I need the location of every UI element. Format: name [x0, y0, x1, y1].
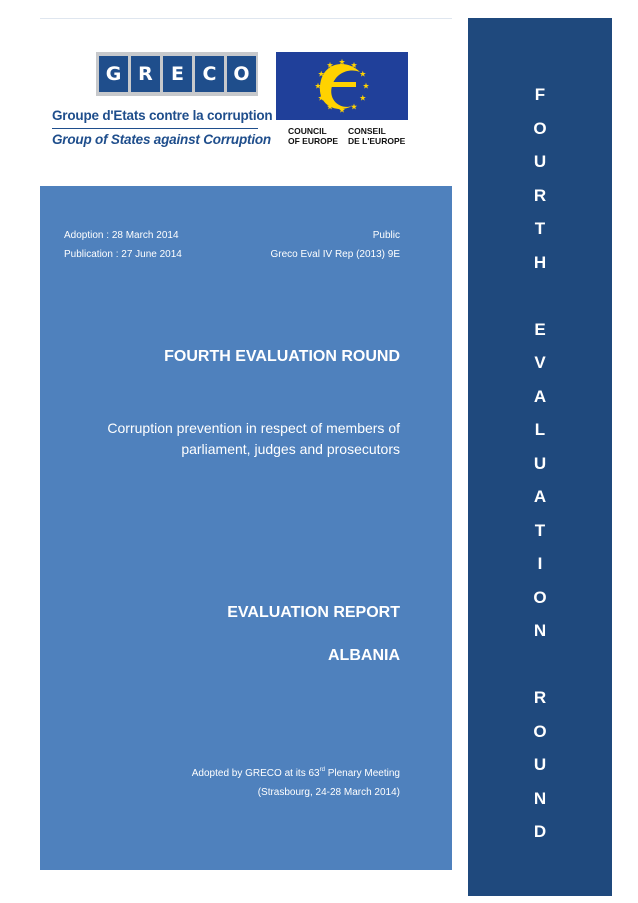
vertical-letter: E: [534, 319, 546, 339]
report-subject: Corruption prevention in respect of members of parliament, judges and prosecutors: [107, 420, 400, 457]
side-band: [468, 18, 612, 896]
star-icon: [360, 71, 366, 77]
classification: Public: [372, 230, 400, 241]
council-of-europe-e-bar: [326, 82, 356, 87]
star-icon: [363, 83, 369, 89]
adoption-text-before: Adopted by GRECO at its 63: [191, 768, 320, 779]
vertical-letter: I: [537, 554, 543, 573]
top-divider: [40, 18, 452, 19]
greco-letter-box: E: [163, 56, 192, 92]
vertical-letter: U: [533, 755, 547, 774]
star-icon: [339, 59, 345, 65]
vertical-letter: O: [533, 587, 547, 607]
council-of-europe-emblem: [276, 52, 408, 120]
star-icon: [351, 104, 357, 110]
coe-french-name: [348, 126, 405, 146]
vertical-letter: O: [533, 721, 547, 741]
vertical-letter: R: [533, 688, 547, 707]
vertical-letter: U: [533, 453, 547, 473]
greco-letter-box: R: [131, 56, 160, 92]
ordinal-suffix: rd: [319, 767, 325, 773]
report-title: EVALUATION REPORT: [227, 604, 400, 621]
greco-letter-box: G: [99, 56, 128, 92]
vertical-letter: O: [533, 118, 547, 138]
vertical-letter: V: [534, 353, 546, 372]
cover-panel: [40, 186, 452, 870]
council-of-europe-logo: [276, 52, 408, 152]
vertical-letter: T: [534, 520, 546, 540]
vertical-letter: T: [534, 219, 546, 238]
vertical-letter: R: [533, 185, 547, 205]
vertical-round-title: [468, 78, 612, 849]
star-icon: [360, 95, 366, 101]
adoption-statement: [60, 764, 400, 802]
coe-english-name: [288, 126, 338, 146]
council-of-europe-flag: [276, 52, 408, 120]
vertical-letter: A: [533, 386, 547, 406]
greco-logo-divider: [52, 128, 258, 129]
vertical-letter-gap: [468, 648, 612, 682]
publication-date: Publication : 27 June 2014: [64, 249, 182, 260]
report-reference: Greco Eval IV Rep (2013) 9E: [270, 249, 400, 260]
adoption-statement-line1: [60, 764, 400, 783]
greco-letter-boxes: [96, 56, 256, 92]
vertical-letter: F: [534, 85, 546, 104]
greco-letter-box: C: [195, 56, 224, 92]
coe-english-line2: OF EUROPE: [288, 136, 339, 146]
greco-letter-box: O: [227, 56, 256, 92]
greco-name-french: Groupe d'Etats contre la corruption: [52, 108, 273, 123]
greco-name-english: Group of States against Corruption: [52, 132, 271, 147]
coe-french-line1: CONSEIL: [348, 126, 386, 136]
round-title: FOURTH EVALUATION ROUND: [164, 348, 400, 365]
adoption-date: Adoption : 28 March 2014: [64, 230, 179, 241]
adoption-statement-line2: (Strasbourg, 24-28 March 2014): [257, 787, 400, 798]
vertical-letter: N: [533, 788, 547, 808]
country-name: ALBANIA: [328, 647, 400, 664]
vertical-letter: D: [533, 822, 547, 841]
greco-logo: [48, 52, 273, 156]
vertical-letter-gap: [468, 279, 612, 313]
vertical-letter: U: [533, 152, 547, 171]
vertical-letter: A: [533, 487, 547, 506]
coe-french-line2: DE L'EUROPE: [348, 136, 406, 146]
vertical-letter: H: [533, 252, 547, 272]
vertical-letter: N: [533, 621, 547, 640]
adoption-text-after: Plenary Meeting: [324, 768, 400, 779]
coe-english-line1: COUNCIL: [288, 126, 327, 136]
vertical-letter: L: [534, 420, 546, 439]
